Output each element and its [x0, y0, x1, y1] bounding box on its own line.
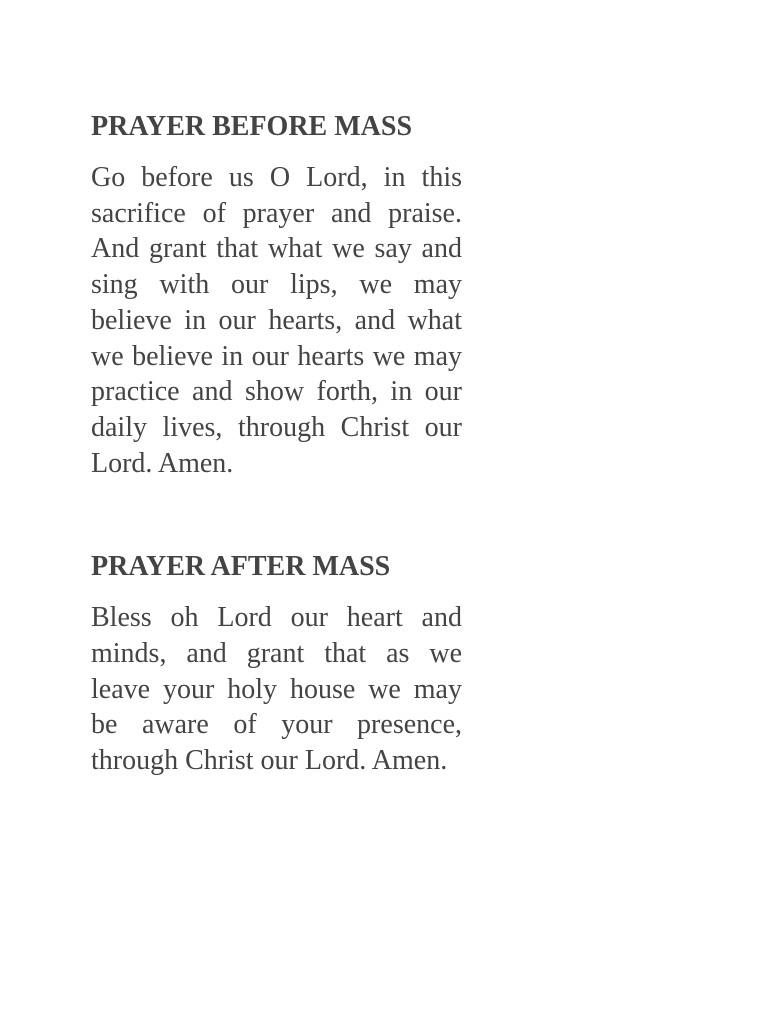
- section-heading-before-mass: PRAYER BEFORE MASS: [91, 111, 413, 142]
- prayer-before-mass-section: [91, 108, 462, 481]
- prayer-text-after-mass: Bless oh Lord our heart and minds, and grant that as we leave your holy house we may be aware of your presence, through Christ our Lord. Amen.: [91, 602, 462, 777]
- section-heading-after-mass: PRAYER AFTER MASS: [91, 551, 391, 583]
- prayer-text-before-mass: Go before us O Lord, in this sacrifice of prayer and praise. And grant that what we say and sing with our lips, we may believe in our hearts, and what we believe in our hearts we may practice and show forth, in our daily lives, through Christ our Lord. Amen.: [91, 162, 462, 479]
- prayer-after-mass-section: [91, 548, 462, 779]
- text-column: [91, 108, 462, 779]
